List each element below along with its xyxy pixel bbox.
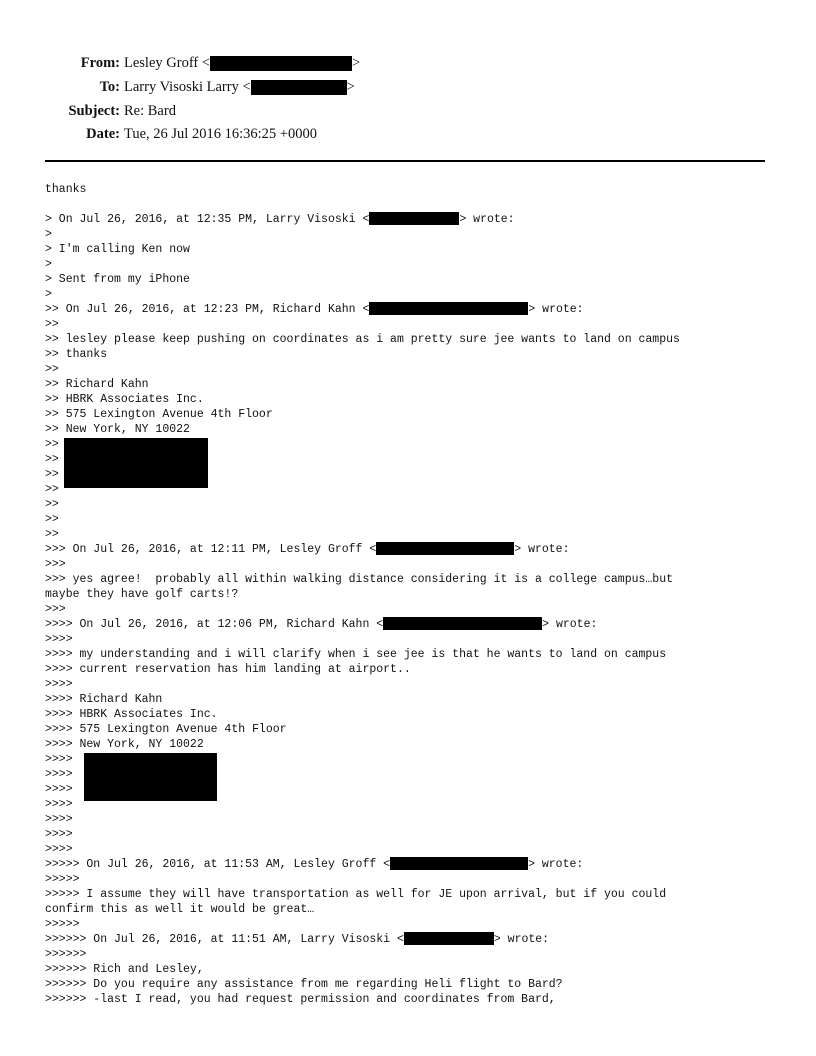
body-line-text: >> [45,468,59,481]
body-line [45,977,785,992]
body-line [45,602,785,617]
body-line-text: >>>> HBRK Associates Inc. [45,708,218,721]
body-line-text: >>>> [45,798,73,811]
body-line-text: >>>>>> -last I read, you had request permission and coordinates from Bard, [45,993,556,1006]
signature-redaction-block [84,753,217,801]
body-line-text: >>> [45,558,66,571]
body-line-text: >> lesley please keep pushing on coordinates as i am pretty sure jee wants to land on campus [45,333,680,346]
body-line-text: >>>> Richard Kahn [45,693,163,706]
body-line [45,662,785,677]
body-line-text: >>>>> [45,873,80,886]
body-line-text: >>>> On Jul 26, 2016, at 12:06 PM, Richard Kahn < [45,618,384,631]
body-line-text: maybe they have golf carts!? [45,588,239,601]
body-line-text: >>>> [45,633,73,646]
body-line-text: >>> yes agree! probably all within walking distance considering it is a college campus…but [45,573,674,586]
body-line [45,182,785,197]
body-line-text: >>>> [45,783,73,796]
email-redaction-block [369,302,528,315]
body-line [45,212,785,227]
body-line-text: > I'm calling Ken now [45,243,190,256]
body-line-tail: > wrote: [493,933,550,946]
body-line-text: >>>> [45,678,73,691]
body-line [45,857,785,872]
body-line-tail: > wrote: [514,543,570,556]
body-line [45,722,785,737]
body-line [45,872,785,887]
body-line-text: >>>>>> On Jul 26, 2016, at 11:51 AM, Larry Visoski < [45,933,404,946]
body-line [45,737,785,752]
body-line-text: >>>> [45,813,73,826]
email-redaction-block [376,542,514,555]
subject-row [0,100,816,124]
body-line-text: >>>>>> Do you require any assistance from me regarding Heli flight to Bard? [45,978,563,991]
body-line [45,362,785,377]
body-line [45,587,785,602]
email-redaction-block [404,932,494,945]
body-line [45,272,785,287]
header-divider [45,160,765,162]
body-line-text: >> [45,453,59,466]
redaction-block [251,80,347,95]
body-line-text: >>> [45,603,66,616]
body-line [45,617,785,632]
body-line-tail: > wrote: [528,303,584,316]
body-line-tail: > wrote: [542,618,598,631]
body-line-tail: > wrote: [459,213,515,226]
email-redaction-block [390,857,528,870]
body-line [45,812,785,827]
email-redaction-block [383,617,542,630]
body-line [45,647,785,662]
body-line [45,572,785,587]
to-label: To: [99,78,120,95]
body-line-text: thanks [45,183,87,196]
body-line-text: >> [45,438,59,451]
to-close: > [346,78,355,95]
body-line-text: >> [45,528,59,541]
body-line-text: >> 575 Lexington Avenue 4th Floor [45,408,273,421]
body-line [45,932,785,947]
body-line [45,512,785,527]
body-line-text: >> [45,513,59,526]
body-line-text: > On Jul 26, 2016, at 12:35 PM, Larry Visoski < [45,213,370,226]
body-line [45,917,785,932]
subject-label: Subject: [68,102,120,119]
body-line [45,677,785,692]
redaction-block [210,56,352,71]
body-line [45,197,785,212]
email-header [0,52,816,147]
body-line-text: >>>>>> Rich and Lesley, [45,963,204,976]
body-line-text: >>>>> I assume they will have transportation as well for JE upon arrival, but if you could [45,888,667,901]
body-line-text: > [45,258,52,271]
body-line-text: >> New York, NY 10022 [45,423,190,436]
body-line-tail: > wrote: [528,858,584,871]
body-line-text: >>>> [45,753,73,766]
body-line-text: >> [45,363,59,376]
body-line-text: >> thanks [45,348,108,361]
body-line [45,227,785,242]
body-line [45,497,785,512]
body-line [45,257,785,272]
body-line-text: >> On Jul 26, 2016, at 12:23 PM, Richard Kahn < [45,303,370,316]
body-line [45,527,785,542]
body-line [45,707,785,722]
body-line-text: > [45,228,52,241]
body-line-text: >> [45,498,59,511]
body-line-text: >> [45,318,59,331]
body-line [45,947,785,962]
from-close: > [352,55,361,71]
body-line [45,377,785,392]
from-label: From: [80,55,120,71]
body-line-text: >>>>> [45,918,80,931]
body-line [45,542,785,557]
body-line [45,962,785,977]
body-line-text: >>>> New York, NY 10022 [45,738,204,751]
body-line [45,347,785,362]
subject-value: Re: Bard [124,102,176,119]
body-line [45,842,785,857]
body-line-text: > Sent from my iPhone [45,273,190,286]
body-line-text: >>>> [45,843,73,856]
date-label: Date: [86,126,120,143]
body-line-text: >>>> [45,828,73,841]
body-line-text: >> [45,483,59,496]
body-line [45,692,785,707]
body-line [45,302,785,317]
from-value [124,52,360,76]
email-body [45,182,785,1007]
to-name: Larry Visoski Larry < [124,78,251,95]
body-line [45,902,785,917]
from-name: Lesley Groff < [124,55,211,71]
to-row [0,76,816,100]
date-value: Tue, 26 Jul 2016 16:36:25 +0000 [124,126,317,143]
body-line-text: >>>> my understanding and i will clarify when i see jee is that he wants to land on campus [45,648,667,661]
email-redaction-block [369,212,459,225]
body-line [45,992,785,1007]
body-line [45,332,785,347]
body-line [45,242,785,257]
body-line-text: >>>> [45,768,73,781]
body-line [45,422,785,437]
body-line-text: >>>>> On Jul 26, 2016, at 11:53 AM, Lesley Groff < [45,858,391,871]
body-line [45,632,785,647]
signature-redaction-block [64,438,208,488]
to-value [124,76,355,100]
date-row [0,123,816,147]
body-line-text: >> HBRK Associates Inc. [45,393,204,406]
from-row [0,52,816,76]
body-line-text: >>>>>> [45,948,87,961]
body-line [45,317,785,332]
body-line [45,392,785,407]
body-line [45,827,785,842]
body-line-text: > [45,288,52,301]
body-line [45,557,785,572]
body-line-text: >>> On Jul 26, 2016, at 12:11 PM, Lesley Groff < [45,543,377,556]
body-line [45,287,785,302]
body-line [45,407,785,422]
body-line-text: >>>> 575 Lexington Avenue 4th Floor [45,723,287,736]
body-line [45,887,785,902]
body-line-text: >>>> current reservation has him landing at airport.. [45,663,411,676]
body-line-text: confirm this as well it would be great… [45,903,315,916]
body-line-text: >> Richard Kahn [45,378,149,391]
